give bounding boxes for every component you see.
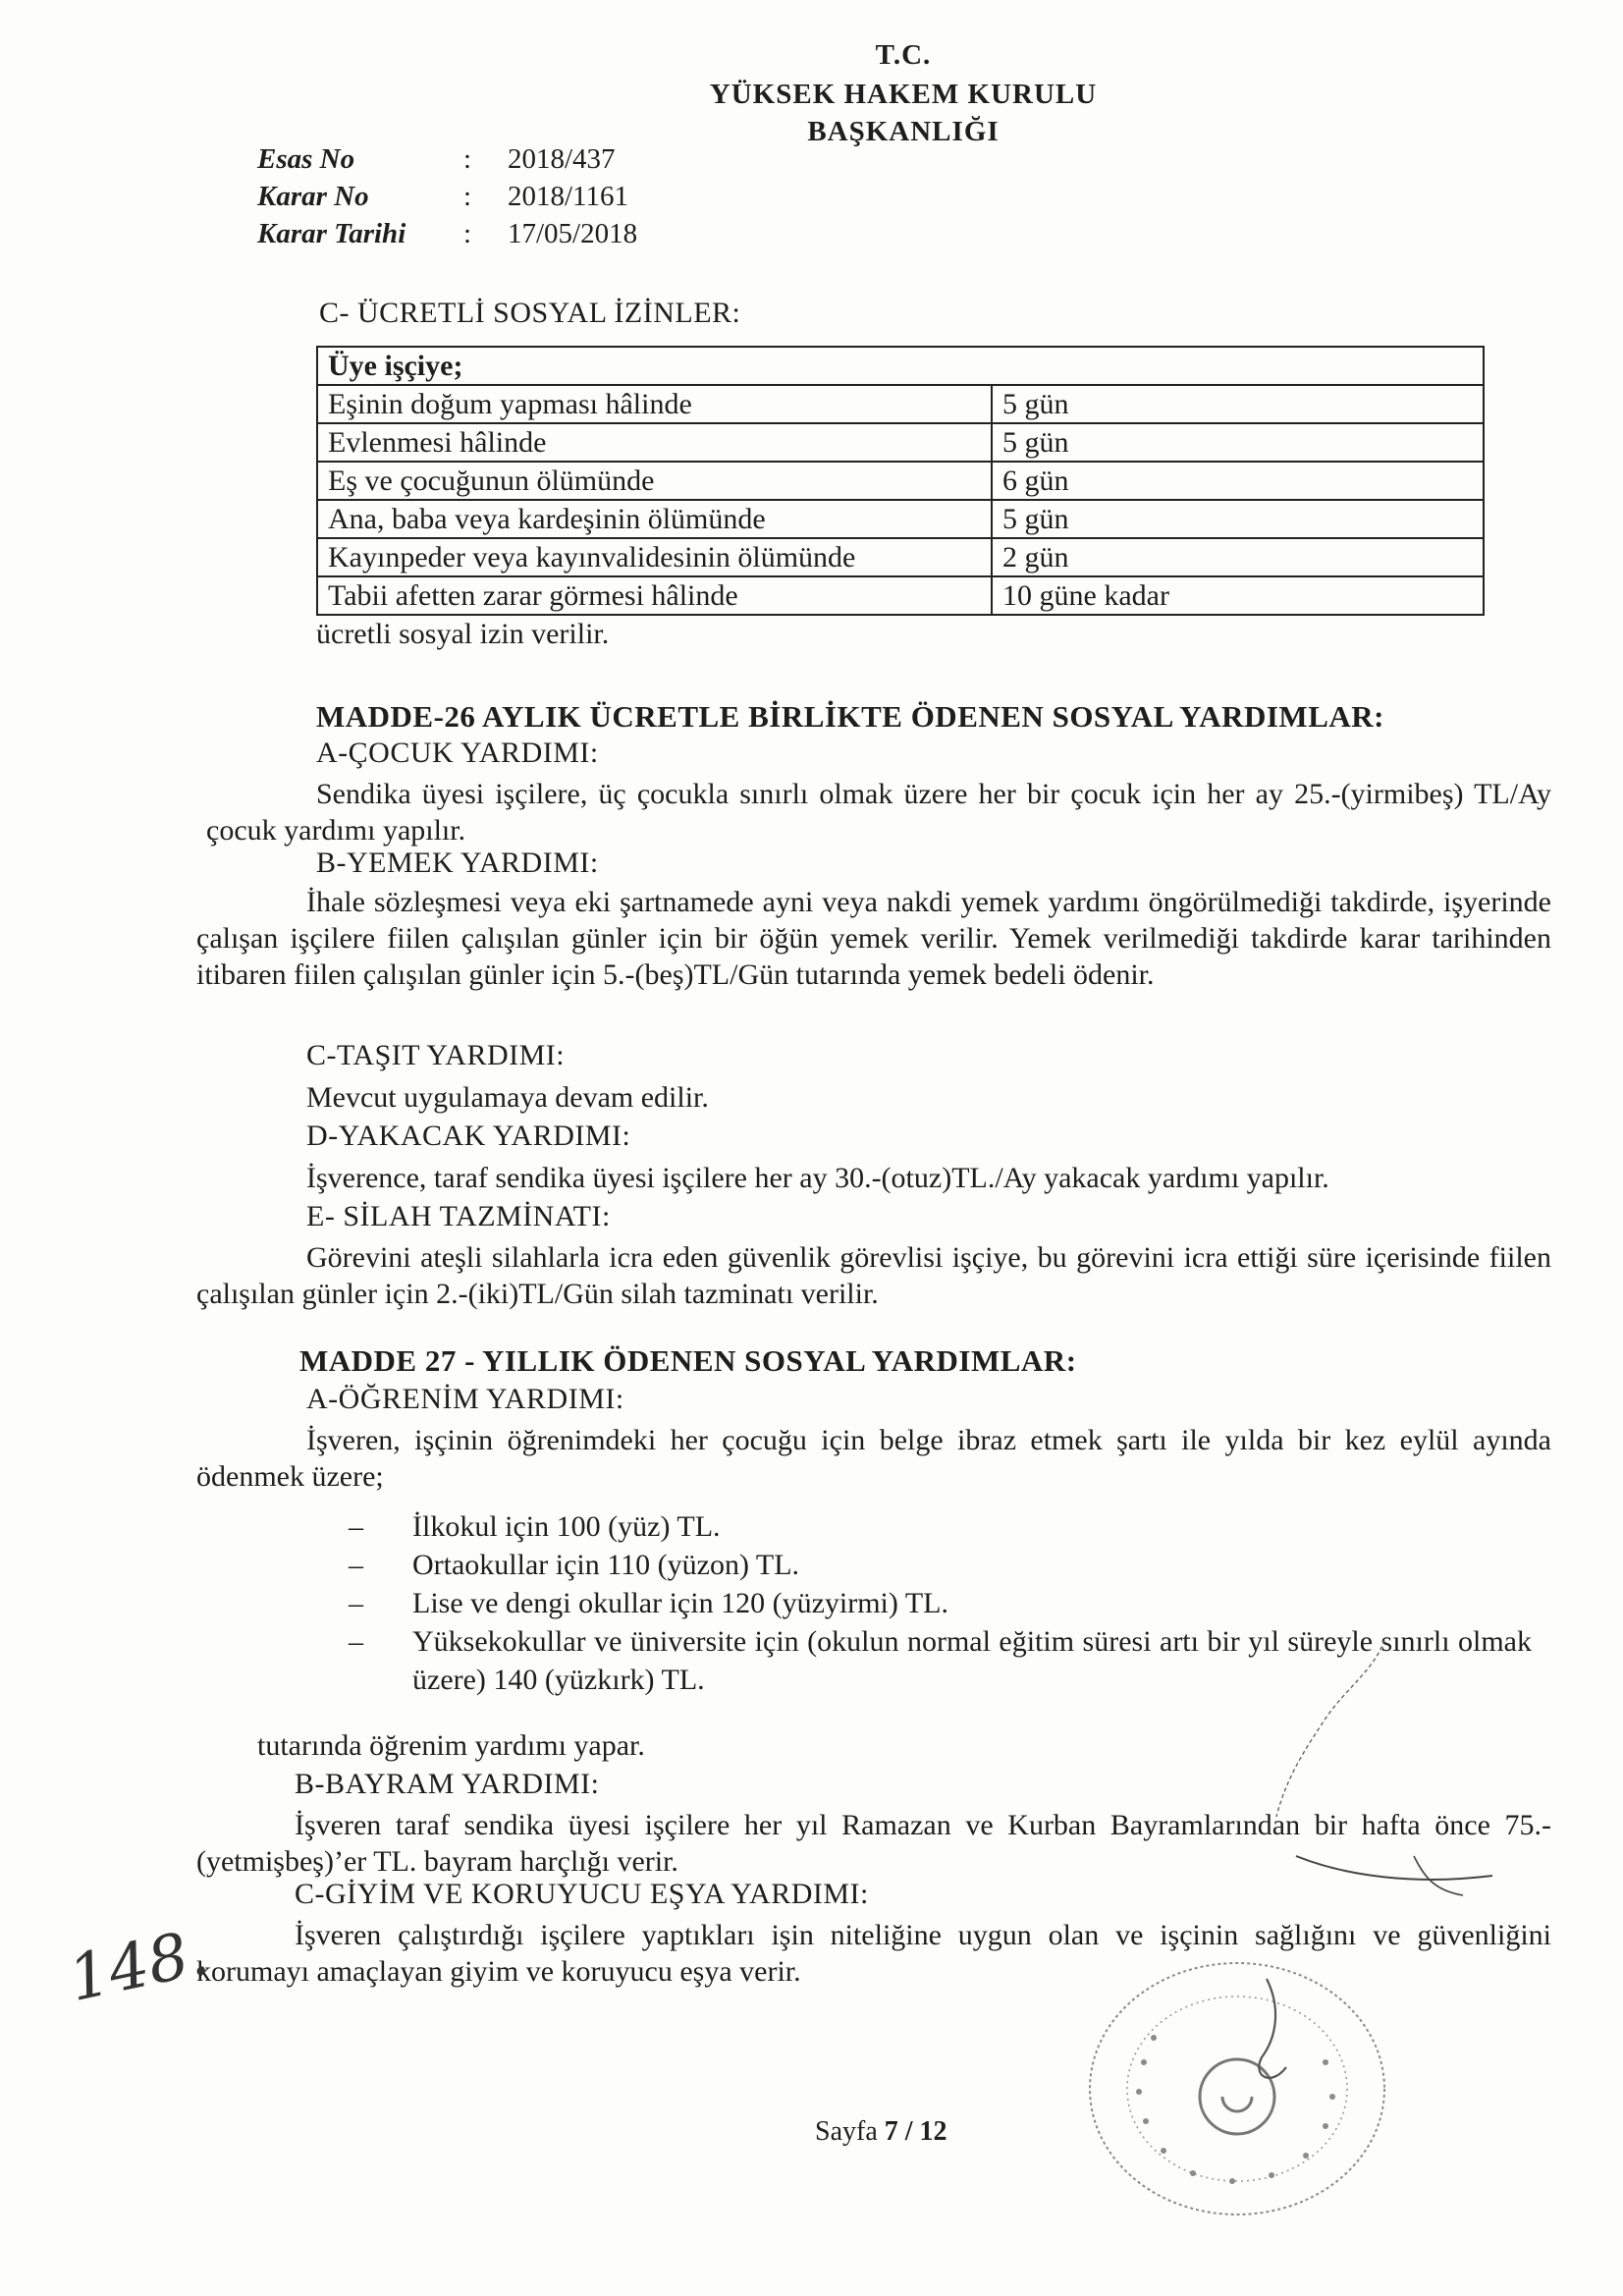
- table-row: [317, 500, 1484, 538]
- list-item-text: Yüksekokullar ve üniversite için (okulun normal eğitim süresi artı bir yıl süreyle sınırlı olmak üzere) 140 (yüzkırk) TL.: [412, 1625, 1532, 1696]
- table-cell-label: Eş ve çocuğunun ölümünde: [317, 462, 992, 500]
- table-cell-label: Ana, baba veya kardeşinin ölümünde: [317, 500, 992, 538]
- madde27-b-text: İşveren taraf sendika üyesi işçilere her yıl Ramazan ve Kurban Bayramlarından bir hafta önce 75.-(yetmişbeş)’er TL. bayram harçlığı verir.: [196, 1809, 1551, 1878]
- table-row: [317, 423, 1484, 462]
- header-institution: YÜKSEK HAKEM KURULU: [709, 79, 1098, 110]
- table-cell-label: Evlenmesi hâlinde: [317, 423, 992, 462]
- meta-colon: :: [463, 181, 472, 212]
- meta-colon: :: [463, 143, 472, 175]
- list-dash: –: [349, 1510, 363, 1543]
- meta-value: 17/05/2018: [508, 218, 638, 249]
- section-c-title: C- ÜCRETLİ SOSYAL İZİNLER:: [319, 297, 741, 329]
- page-number: 7 / 12: [884, 2116, 947, 2147]
- madde26-d-title: D-YAKACAK YARDIMI:: [306, 1120, 631, 1152]
- list-dash: –: [349, 1587, 363, 1619]
- madde26-a-title: A-ÇOCUK YARDIMI:: [316, 737, 599, 769]
- official-seal-stamp: [1075, 1949, 1399, 2229]
- table-cell-value: 6 gün: [992, 462, 1484, 500]
- page-indicator: [815, 2116, 947, 2148]
- table-cell-value: 5 gün: [992, 423, 1484, 462]
- madde26-c-text: Mevcut uygulamaya devam edilir.: [306, 1081, 709, 1114]
- meta-colon: :: [463, 218, 472, 249]
- meta-label: Esas No: [257, 143, 355, 175]
- table-row: [317, 385, 1484, 423]
- madde26-b-text: İhale sözleşmesi veya eki şartnamede ayni veya nakdi yemek yardımı öngörülmediği takdirde, işyerinde çalışan işçilere fiilen çalışılan günler için bir öğün yemek verilir. Yemek verilmediği takdirde karar tarihinden itibaren fiilen çalışılan günler için 5.-(beş)TL/Gün tutarında yemek bedeli ödenir.: [196, 886, 1551, 991]
- list-dash: –: [349, 1549, 363, 1581]
- list-item-text: Ortaokullar için 110 (yüzon) TL.: [412, 1549, 800, 1581]
- table-cell-value: 10 güne kadar: [992, 576, 1484, 615]
- signature-mark: [1267, 1630, 1522, 1905]
- page-label: Sayfa: [815, 2116, 878, 2147]
- madde27-b-title: B-BAYRAM YARDIMI:: [295, 1768, 600, 1800]
- table-header: Üye işçiye;: [317, 347, 1484, 385]
- section-c-closing: ücretli sosyal izin verilir.: [316, 618, 610, 650]
- list-item-text: Lise ve dengi okullar için 120 (yüzyirmi) TL.: [412, 1587, 948, 1619]
- table-cell-label: Tabii afetten zarar görmesi hâlinde: [317, 576, 992, 615]
- margin-note: 148.: [62, 1915, 215, 2017]
- madde27-a-closing: tutarında öğrenim yardımı yapar.: [257, 1729, 645, 1762]
- list-dash: –: [349, 1625, 363, 1658]
- list-item: [349, 1507, 1532, 1546]
- madde26-c-title: C-TAŞIT YARDIMI:: [306, 1039, 566, 1071]
- meta-value: 2018/1161: [508, 181, 628, 212]
- madde26-title: MADDE-26 AYLIK ÜCRETLE BİRLİKTE ÖDENEN SOSYAL YARDIMLAR:: [316, 699, 1384, 734]
- table-row: [317, 576, 1484, 615]
- leave-table: [316, 346, 1485, 616]
- madde26-a-text: Sendika üyesi işçilere, üç çocukla sınırlı olmak üzere her bir çocuk için her ay 25.-(yirmibeş) TL/Ay çocuk yardımı yapılır.: [206, 778, 1551, 847]
- list-item: [349, 1546, 1532, 1584]
- meta-label: Karar No: [257, 181, 369, 212]
- madde26-d-text: İşverence, taraf sendika üyesi işçilere her ay 30.-(otuz)TL./Ay yakacak yardımı yapılır.: [306, 1162, 1329, 1194]
- madde26-e-title: E- SİLAH TAZMİNATI:: [306, 1200, 611, 1232]
- table-row: [317, 347, 1484, 385]
- table-row: [317, 538, 1484, 576]
- madde27-c-title: C-GİYİM VE KORUYUCU EŞYA YARDIMI:: [295, 1878, 869, 1910]
- madde27-a-title: A-ÖĞRENİM YARDIMI:: [306, 1383, 624, 1415]
- meta-value: 2018/437: [508, 143, 616, 175]
- madde27-a-text: İşveren, işçinin öğrenimdeki her çocuğu için belge ibraz etmek şartı ile yılda bir kez eylül ayında ödenmek üzere;: [196, 1424, 1551, 1493]
- list-item-text: İlkokul için 100 (yüz) TL.: [412, 1510, 721, 1543]
- list-item: [349, 1584, 1532, 1622]
- table-cell-label: Eşinin doğum yapması hâlinde: [317, 385, 992, 423]
- madde26-e-text: Görevini ateşli silahlarla icra eden güvenlik görevlisi işçiye, bu görevini icra ettiği süre içerisinde fiilen çalışılan günler için 2.-(iki)TL/Gün silah tazminatı verilir.: [196, 1241, 1551, 1310]
- madde27-c-text: İşveren çalıştırdığı işçilere yaptıkları işin niteliğine uygun olan ve işçinin sağlığını ve güvenliğini korumayı amaçlayan giyim ve koruyucu eşya verir.: [196, 1919, 1551, 1988]
- table-row: [317, 462, 1484, 500]
- header-presidency: BAŞKANLIĞI: [807, 116, 1000, 147]
- meta-label: Karar Tarihi: [257, 218, 406, 249]
- madde27-title: MADDE 27 - YILLIK ÖDENEN SOSYAL YARDIMLAR:: [299, 1343, 1077, 1378]
- table-cell-value: 5 gün: [992, 385, 1484, 423]
- header-tc: T.C.: [875, 39, 932, 71]
- madde26-b-title: B-YEMEK YARDIMI:: [316, 847, 599, 879]
- table-cell-value: 5 gün: [992, 500, 1484, 538]
- table-cell-label: Kayınpeder veya kayınvalidesinin ölümünde: [317, 538, 992, 576]
- table-cell-value: 2 gün: [992, 538, 1484, 576]
